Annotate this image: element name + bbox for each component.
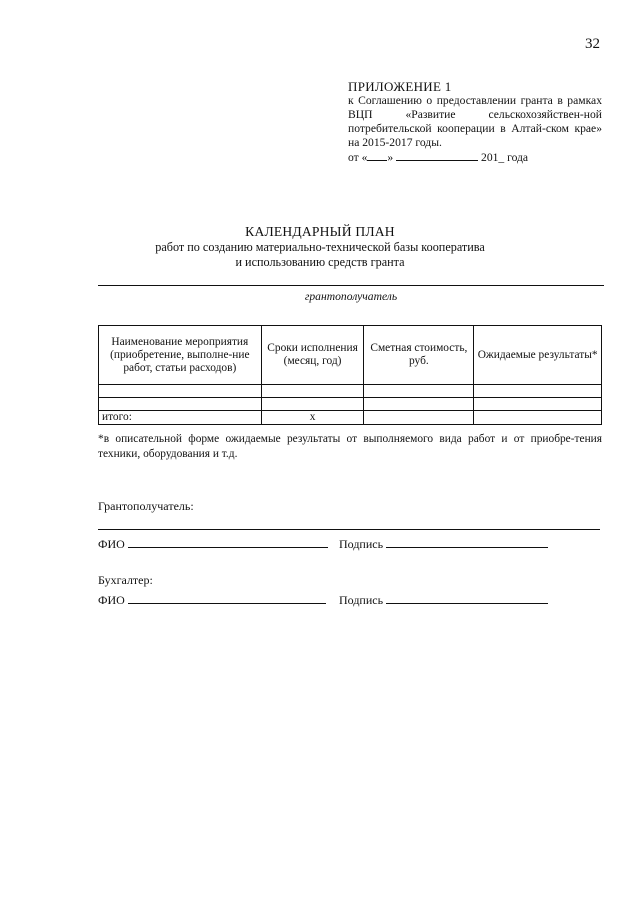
grantee-fio-field: [98, 537, 328, 552]
grantee-caption: грантополучатель: [304, 290, 398, 303]
accountant-fio-field: [98, 593, 326, 608]
fio-blank: [128, 594, 326, 604]
sign-blank: [386, 594, 548, 604]
appendix-text: к Соглашению о предоставлении гранта в рамках ВЦП «Развитие сельскохозяйствен-ной потребительской кооперации в Алтай-ском крае» на 2015-2017 годы.: [348, 94, 602, 149]
table-row: [99, 398, 602, 411]
plan-title: КАЛЕНДАРНЫЙ ПЛАН: [245, 224, 395, 239]
accountant-sign-field: [339, 593, 548, 608]
appendix-title: ПРИЛОЖЕНИЕ 1: [348, 79, 452, 94]
grantee-name-line: [98, 529, 600, 530]
date-month-blank: [396, 150, 478, 161]
date-prefix: от «: [348, 151, 368, 164]
grantee-sign-field: [339, 537, 548, 552]
total-mark: x: [261, 411, 364, 425]
sign-label: Подпись: [339, 537, 384, 551]
header-results: Ожидаемые результаты*: [474, 326, 602, 385]
table-cell: [364, 411, 474, 425]
table-cell: [474, 385, 602, 398]
sign-label: Подпись: [339, 593, 384, 607]
header-deadline: Сроки исполнения (месяц, год): [261, 326, 364, 385]
table-cell: [474, 398, 602, 411]
accountant-label: Бухгалтер:: [98, 573, 153, 587]
sign-blank: [386, 538, 548, 548]
table-cell: [99, 385, 262, 398]
table-header-row: [99, 326, 602, 385]
total-label: итого:: [99, 411, 262, 425]
fio-label: ФИО: [98, 593, 125, 607]
plan-subtitle-line2: и использованию средств гранта: [235, 255, 405, 269]
plan-subtitle-line1: работ по созданию материально-технической базы кооператива: [155, 240, 485, 254]
fio-label: ФИО: [98, 537, 125, 551]
table-cell: [261, 398, 364, 411]
grantee-label: Грантополучатель:: [98, 499, 194, 513]
appendix-block: [348, 80, 602, 165]
appendix-date-line: [348, 150, 602, 165]
header-cost: Сметная стоимость, руб.: [364, 326, 474, 385]
fio-blank: [128, 538, 328, 548]
grantee-line: [98, 285, 604, 286]
plan-table: [98, 325, 602, 425]
page-number: 32: [585, 36, 600, 52]
plan-subtitle: [0, 240, 640, 270]
table-row: [99, 385, 602, 398]
table-total-row: [99, 411, 602, 425]
footnote: *в описательной форме ожидаемые результаты от выполняемого вида работ и от приобре-тения техники, оборудования и т.д.: [98, 433, 602, 460]
table-cell: [364, 398, 474, 411]
date-day-blank: [367, 150, 387, 161]
table-cell: [261, 385, 364, 398]
header-activity: Наименование мероприятия (приобретение, выполне-ние работ, статьи расходов): [99, 326, 262, 385]
table-cell: [364, 385, 474, 398]
date-mid: »: [387, 151, 394, 164]
table-cell: [474, 411, 602, 425]
date-year: 201_ года: [481, 151, 529, 164]
table-cell: [99, 398, 262, 411]
